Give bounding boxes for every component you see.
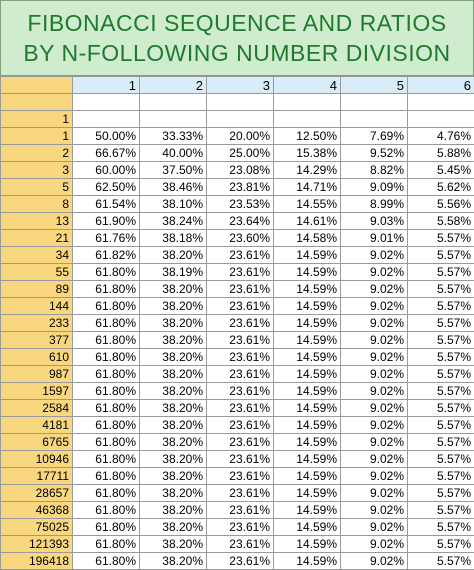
ratio-cell[interactable]: 61.76% <box>73 230 140 247</box>
table-row <box>1 94 474 111</box>
ratio-cell[interactable]: 9.02% <box>341 349 408 366</box>
row-header-fibonacci[interactable]: 89 <box>1 281 73 298</box>
row-header-fibonacci[interactable]: 233 <box>1 315 73 332</box>
ratio-cell[interactable]: 38.20% <box>140 485 207 502</box>
ratio-cell[interactable]: 9.02% <box>341 366 408 383</box>
ratio-cell[interactable]: 23.61% <box>207 502 274 519</box>
ratio-cell[interactable]: 9.01% <box>341 230 408 247</box>
ratio-cell[interactable] <box>341 94 408 111</box>
ratio-cell[interactable]: 4.76% <box>408 128 474 145</box>
table-row <box>1 536 474 553</box>
ratio-cell[interactable]: 61.80% <box>73 383 140 400</box>
ratio-cell[interactable]: 9.03% <box>341 213 408 230</box>
ratio-cell[interactable]: 14.59% <box>274 451 341 468</box>
ratio-cell[interactable]: 14.59% <box>274 485 341 502</box>
ratio-cell[interactable]: 61.80% <box>73 451 140 468</box>
table-row <box>1 332 474 349</box>
row-header-fibonacci[interactable]: 13 <box>1 213 73 230</box>
ratio-cell[interactable]: 61.54% <box>73 196 140 213</box>
ratio-cell[interactable]: 23.61% <box>207 366 274 383</box>
ratio-cell[interactable]: 38.20% <box>140 332 207 349</box>
ratio-table <box>0 76 474 570</box>
ratio-cell[interactable]: 38.20% <box>140 349 207 366</box>
ratio-cell[interactable]: 61.80% <box>73 468 140 485</box>
table-row <box>1 162 474 179</box>
ratio-cell[interactable]: 38.20% <box>140 417 207 434</box>
ratio-cell[interactable]: 38.20% <box>140 434 207 451</box>
ratio-cell[interactable]: 23.53% <box>207 196 274 213</box>
ratio-cell[interactable]: 23.61% <box>207 536 274 553</box>
ratio-cell[interactable]: 61.80% <box>73 298 140 315</box>
ratio-cell[interactable]: 23.60% <box>207 230 274 247</box>
ratio-cell[interactable]: 14.55% <box>274 196 341 213</box>
ratio-cell[interactable]: 23.61% <box>207 417 274 434</box>
title-line-2: BY N-FOLLOWING NUMBER DIVISION <box>23 38 450 68</box>
ratio-cell[interactable]: 9.02% <box>341 468 408 485</box>
table-row <box>1 111 474 128</box>
ratio-cell[interactable]: 8.99% <box>341 196 408 213</box>
ratio-cell[interactable]: 23.61% <box>207 400 274 417</box>
row-header-fibonacci[interactable]: 46368 <box>1 502 73 519</box>
ratio-cell[interactable]: 38.20% <box>140 400 207 417</box>
ratio-cell[interactable]: 9.02% <box>341 434 408 451</box>
ratio-cell[interactable]: 14.59% <box>274 536 341 553</box>
ratio-cell[interactable] <box>140 111 207 128</box>
row-header-fibonacci[interactable]: 55 <box>1 264 73 281</box>
ratio-cell[interactable]: 23.64% <box>207 213 274 230</box>
ratio-cell[interactable]: 14.59% <box>274 553 341 570</box>
column-header-1[interactable]: 1 <box>73 77 140 94</box>
ratio-cell[interactable]: 23.61% <box>207 247 274 264</box>
row-header-fibonacci[interactable]: 4181 <box>1 417 73 434</box>
ratio-cell[interactable]: 38.20% <box>140 298 207 315</box>
ratio-cell[interactable]: 40.00% <box>140 145 207 162</box>
ratio-cell[interactable]: 14.59% <box>274 400 341 417</box>
ratio-cell[interactable]: 14.59% <box>274 298 341 315</box>
ratio-cell[interactable]: 9.09% <box>341 179 408 196</box>
ratio-cell[interactable]: 14.29% <box>274 162 341 179</box>
row-header-fibonacci[interactable]: 1 <box>1 111 73 128</box>
table-row <box>1 349 474 366</box>
ratio-cell[interactable] <box>73 94 140 111</box>
table-row <box>1 281 474 298</box>
table-row <box>1 179 474 196</box>
ratio-cell[interactable]: 61.80% <box>73 519 140 536</box>
table-row <box>1 434 474 451</box>
ratio-cell[interactable]: 23.08% <box>207 162 274 179</box>
row-header-fibonacci[interactable]: 2584 <box>1 400 73 417</box>
ratio-cell[interactable]: 38.20% <box>140 536 207 553</box>
ratio-cell[interactable]: 61.90% <box>73 213 140 230</box>
row-header-fibonacci[interactable]: 17711 <box>1 468 73 485</box>
ratio-cell[interactable]: 61.80% <box>73 349 140 366</box>
ratio-cell[interactable]: 9.02% <box>341 553 408 570</box>
ratio-cell[interactable] <box>408 94 474 111</box>
ratio-cell[interactable]: 38.19% <box>140 264 207 281</box>
ratio-cell[interactable]: 38.20% <box>140 366 207 383</box>
ratio-cell[interactable]: 61.80% <box>73 366 140 383</box>
column-header-6[interactable]: 6 <box>408 77 474 94</box>
ratio-cell[interactable]: 38.20% <box>140 468 207 485</box>
ratio-cell[interactable]: 23.61% <box>207 349 274 366</box>
row-header-fibonacci[interactable]: 8 <box>1 196 73 213</box>
row-header-fibonacci[interactable]: 3 <box>1 162 73 179</box>
ratio-cell[interactable]: 38.20% <box>140 281 207 298</box>
ratio-cell[interactable]: 38.20% <box>140 519 207 536</box>
row-header-fibonacci[interactable]: 144 <box>1 298 73 315</box>
ratio-cell[interactable]: 23.61% <box>207 383 274 400</box>
table-row <box>1 468 474 485</box>
ratio-cell[interactable] <box>73 111 140 128</box>
table-row <box>1 264 474 281</box>
ratio-cell[interactable]: 61.80% <box>73 536 140 553</box>
ratio-cell[interactable]: 66.67% <box>73 145 140 162</box>
ratio-cell[interactable]: 14.59% <box>274 468 341 485</box>
table-row <box>1 400 474 417</box>
row-header-fibonacci[interactable]: 196418 <box>1 553 73 570</box>
column-header-5[interactable]: 5 <box>341 77 408 94</box>
ratio-cell[interactable] <box>207 94 274 111</box>
ratio-cell[interactable]: 5.62% <box>408 179 474 196</box>
ratio-cell[interactable]: 5.45% <box>408 162 474 179</box>
row-header-fibonacci[interactable]: 10946 <box>1 451 73 468</box>
ratio-cell[interactable]: 5.57% <box>408 519 474 536</box>
ratio-cell[interactable]: 14.59% <box>274 383 341 400</box>
ratio-cell[interactable]: 14.59% <box>274 417 341 434</box>
ratio-cell[interactable]: 14.61% <box>274 213 341 230</box>
ratio-cell[interactable]: 23.61% <box>207 485 274 502</box>
ratio-cell[interactable]: 8.82% <box>341 162 408 179</box>
table-row <box>1 485 474 502</box>
ratio-cell[interactable]: 9.02% <box>341 519 408 536</box>
row-header-fibonacci[interactable]: 1 <box>1 128 73 145</box>
ratio-cell[interactable]: 38.46% <box>140 179 207 196</box>
ratio-cell[interactable]: 61.80% <box>73 485 140 502</box>
row-header-fibonacci[interactable]: 2 <box>1 145 73 162</box>
table-row <box>1 145 474 162</box>
ratio-cell[interactable]: 5.56% <box>408 196 474 213</box>
corner-cell[interactable] <box>1 77 73 94</box>
ratio-cell[interactable]: 23.81% <box>207 179 274 196</box>
column-header-row <box>1 77 474 94</box>
ratio-cell[interactable]: 23.61% <box>207 315 274 332</box>
ratio-cell[interactable]: 5.57% <box>408 349 474 366</box>
ratio-cell[interactable]: 23.61% <box>207 332 274 349</box>
table-row <box>1 451 474 468</box>
ratio-cell[interactable]: 5.57% <box>408 281 474 298</box>
ratio-cell[interactable]: 23.61% <box>207 298 274 315</box>
ratio-cell[interactable]: 61.80% <box>73 502 140 519</box>
table-row <box>1 383 474 400</box>
ratio-cell[interactable]: 9.02% <box>341 332 408 349</box>
ratio-cell[interactable]: 14.59% <box>274 281 341 298</box>
table-row <box>1 417 474 434</box>
row-header-fibonacci[interactable]: 987 <box>1 366 73 383</box>
ratio-cell[interactable]: 14.71% <box>274 179 341 196</box>
ratio-cell[interactable]: 50.00% <box>73 128 140 145</box>
ratio-cell[interactable] <box>207 111 274 128</box>
ratio-cell[interactable]: 23.61% <box>207 519 274 536</box>
ratio-cell[interactable]: 61.80% <box>73 553 140 570</box>
table-row <box>1 213 474 230</box>
ratio-cell[interactable]: 14.59% <box>274 332 341 349</box>
table-body <box>1 94 474 570</box>
table-row <box>1 366 474 383</box>
ratio-cell[interactable]: 5.57% <box>408 434 474 451</box>
ratio-cell[interactable]: 61.80% <box>73 315 140 332</box>
ratio-cell[interactable]: 9.52% <box>341 145 408 162</box>
ratio-cell[interactable]: 12.50% <box>274 128 341 145</box>
ratio-cell[interactable]: 14.59% <box>274 315 341 332</box>
ratio-cell[interactable] <box>408 111 474 128</box>
table-row <box>1 230 474 247</box>
ratio-cell[interactable]: 15.38% <box>274 145 341 162</box>
ratio-cell[interactable]: 9.02% <box>341 264 408 281</box>
ratio-cell[interactable]: 38.10% <box>140 196 207 213</box>
ratio-cell[interactable]: 9.02% <box>341 247 408 264</box>
table-row <box>1 502 474 519</box>
ratio-cell[interactable]: 5.57% <box>408 247 474 264</box>
ratio-cell[interactable]: 9.02% <box>341 298 408 315</box>
ratio-cell[interactable] <box>140 94 207 111</box>
ratio-cell[interactable]: 14.59% <box>274 264 341 281</box>
ratio-cell[interactable]: 61.82% <box>73 247 140 264</box>
ratio-cell[interactable]: 5.58% <box>408 213 474 230</box>
ratio-cell[interactable]: 5.57% <box>408 451 474 468</box>
ratio-cell[interactable]: 14.59% <box>274 349 341 366</box>
ratio-cell[interactable]: 9.02% <box>341 315 408 332</box>
ratio-cell[interactable]: 14.59% <box>274 247 341 264</box>
ratio-cell[interactable]: 5.57% <box>408 383 474 400</box>
ratio-cell[interactable]: 5.57% <box>408 468 474 485</box>
ratio-cell[interactable]: 9.02% <box>341 451 408 468</box>
column-header-3[interactable]: 3 <box>207 77 274 94</box>
ratio-cell[interactable]: 9.02% <box>341 383 408 400</box>
ratio-cell[interactable]: 14.59% <box>274 502 341 519</box>
ratio-cell[interactable]: 38.20% <box>140 553 207 570</box>
sheet-title <box>0 0 474 76</box>
ratio-cell[interactable]: 61.80% <box>73 264 140 281</box>
column-header-4[interactable]: 4 <box>274 77 341 94</box>
ratio-cell[interactable]: 9.02% <box>341 502 408 519</box>
table-row <box>1 128 474 145</box>
ratio-cell[interactable] <box>341 111 408 128</box>
ratio-cell[interactable]: 23.61% <box>207 553 274 570</box>
ratio-cell[interactable]: 5.57% <box>408 502 474 519</box>
row-header-fibonacci[interactable]: 75025 <box>1 519 73 536</box>
ratio-cell[interactable]: 5.57% <box>408 485 474 502</box>
table-row <box>1 553 474 570</box>
ratio-cell[interactable]: 14.59% <box>274 519 341 536</box>
ratio-cell[interactable]: 5.57% <box>408 417 474 434</box>
ratio-cell[interactable]: 5.57% <box>408 315 474 332</box>
ratio-cell[interactable]: 14.58% <box>274 230 341 247</box>
ratio-cell[interactable]: 9.02% <box>341 281 408 298</box>
ratio-cell[interactable]: 14.59% <box>274 366 341 383</box>
ratio-cell[interactable]: 61.80% <box>73 434 140 451</box>
ratio-cell[interactable] <box>274 111 341 128</box>
ratio-cell[interactable]: 5.57% <box>408 332 474 349</box>
ratio-cell[interactable]: 23.61% <box>207 264 274 281</box>
row-header-fibonacci[interactable]: 610 <box>1 349 73 366</box>
ratio-cell[interactable]: 25.00% <box>207 145 274 162</box>
ratio-cell[interactable]: 38.20% <box>140 315 207 332</box>
column-header-2[interactable]: 2 <box>140 77 207 94</box>
ratio-cell[interactable]: 7.69% <box>341 128 408 145</box>
table-row <box>1 519 474 536</box>
ratio-cell[interactable]: 5.57% <box>408 366 474 383</box>
row-header-fibonacci[interactable]: 34 <box>1 247 73 264</box>
ratio-cell[interactable]: 61.80% <box>73 281 140 298</box>
ratio-cell[interactable]: 37.50% <box>140 162 207 179</box>
ratio-cell[interactable]: 5.57% <box>408 553 474 570</box>
ratio-cell[interactable]: 5.57% <box>408 400 474 417</box>
row-header-fibonacci[interactable]: 6765 <box>1 434 73 451</box>
ratio-cell[interactable]: 60.00% <box>73 162 140 179</box>
row-header-fibonacci[interactable]: 21 <box>1 230 73 247</box>
table-row <box>1 298 474 315</box>
ratio-cell[interactable]: 62.50% <box>73 179 140 196</box>
table-row <box>1 315 474 332</box>
row-header-fibonacci[interactable]: 5 <box>1 179 73 196</box>
ratio-cell[interactable]: 9.02% <box>341 536 408 553</box>
ratio-cell[interactable]: 38.20% <box>140 383 207 400</box>
row-header-fibonacci[interactable]: 377 <box>1 332 73 349</box>
ratio-cell[interactable]: 23.61% <box>207 468 274 485</box>
ratio-cell[interactable]: 38.20% <box>140 502 207 519</box>
ratio-cell[interactable]: 5.57% <box>408 298 474 315</box>
ratio-cell[interactable]: 5.57% <box>408 536 474 553</box>
ratio-cell[interactable]: 23.61% <box>207 451 274 468</box>
ratio-cell[interactable]: 38.24% <box>140 213 207 230</box>
ratio-cell[interactable]: 33.33% <box>140 128 207 145</box>
row-header-fibonacci[interactable]: 121393 <box>1 536 73 553</box>
ratio-cell[interactable]: 38.20% <box>140 451 207 468</box>
ratio-cell[interactable]: 61.80% <box>73 400 140 417</box>
ratio-cell[interactable]: 38.20% <box>140 247 207 264</box>
ratio-cell[interactable] <box>274 94 341 111</box>
ratio-cell[interactable]: 14.59% <box>274 434 341 451</box>
row-header-fibonacci[interactable]: 1597 <box>1 383 73 400</box>
ratio-cell[interactable]: 20.00% <box>207 128 274 145</box>
ratio-cell[interactable]: 9.02% <box>341 485 408 502</box>
ratio-cell[interactable]: 61.80% <box>73 417 140 434</box>
row-header-fibonacci[interactable] <box>1 94 73 111</box>
table-row <box>1 247 474 264</box>
ratio-cell[interactable]: 38.18% <box>140 230 207 247</box>
title-line-1: FIBONACCI SEQUENCE AND RATIOS <box>27 8 446 38</box>
ratio-cell[interactable]: 5.57% <box>408 230 474 247</box>
ratio-cell[interactable]: 5.88% <box>408 145 474 162</box>
table-row <box>1 196 474 213</box>
ratio-cell[interactable]: 61.80% <box>73 332 140 349</box>
ratio-cell[interactable]: 23.61% <box>207 434 274 451</box>
row-header-fibonacci[interactable]: 28657 <box>1 485 73 502</box>
ratio-cell[interactable]: 9.02% <box>341 417 408 434</box>
ratio-cell[interactable]: 9.02% <box>341 400 408 417</box>
ratio-cell[interactable]: 5.57% <box>408 264 474 281</box>
ratio-cell[interactable]: 23.61% <box>207 281 274 298</box>
